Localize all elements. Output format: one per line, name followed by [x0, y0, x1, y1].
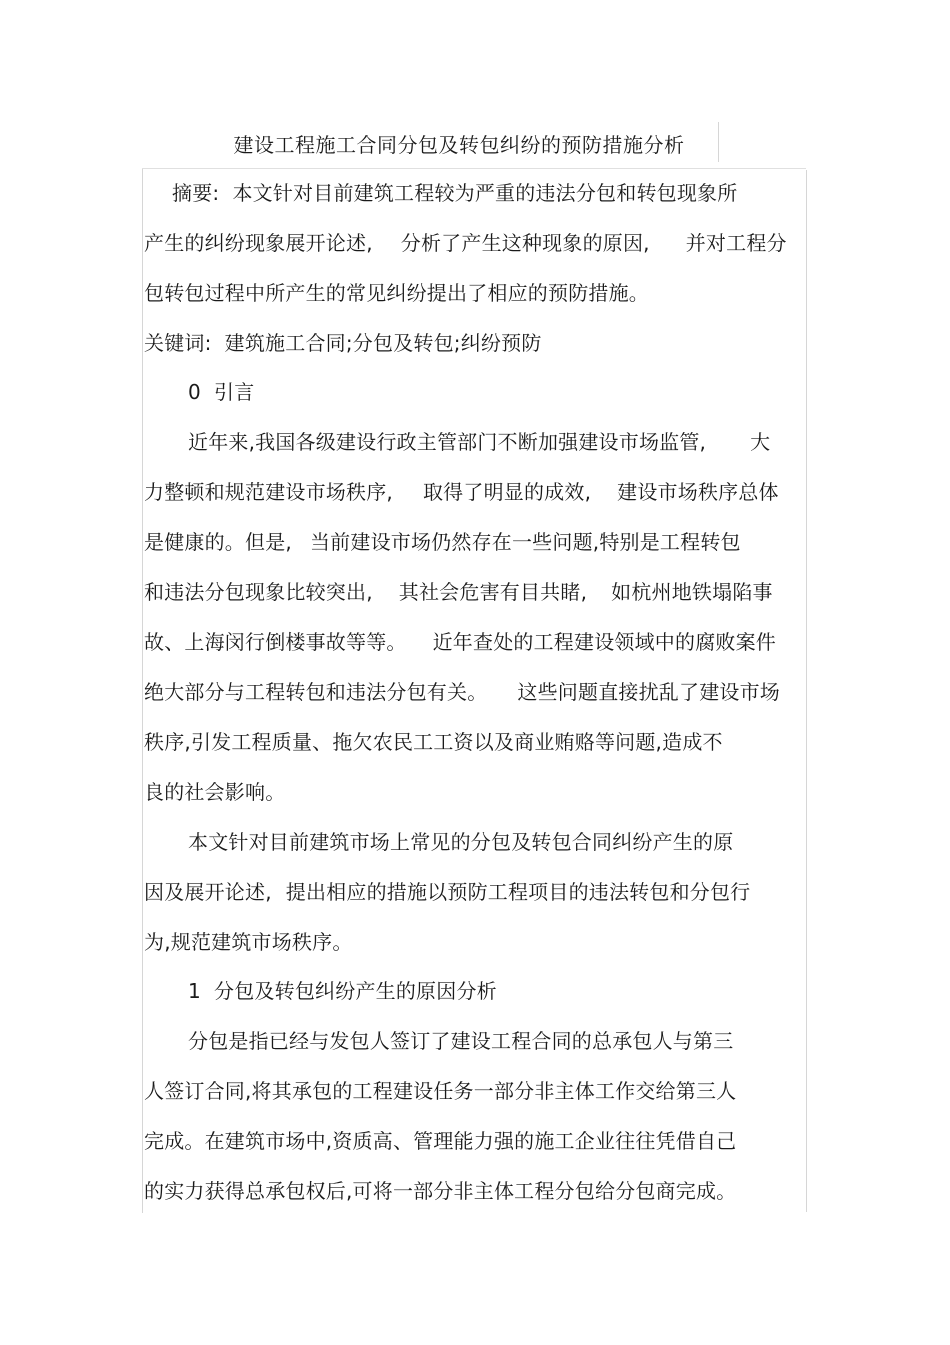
section-heading-intro	[188, 377, 254, 407]
paragraph-line	[144, 1076, 736, 1106]
section-heading-causes	[188, 976, 497, 1006]
text-segment: 是健康的。但是,	[144, 530, 292, 554]
text-segment: 如杭州地铁塌陷事	[611, 580, 773, 604]
paragraph-line	[144, 627, 776, 657]
text-segment: 因及展开论述,	[144, 880, 272, 904]
keywords-line	[144, 328, 542, 358]
text-segment: 建设市场秩序总体	[617, 480, 779, 504]
text-segment: 完成。在建筑市场中,资质高、管理能力强的施工企业往往凭借自己	[144, 1129, 737, 1153]
text-segment: 故、上海闵行倒楼事故等等。	[144, 630, 407, 654]
abstract-line-3	[144, 278, 649, 308]
text-segment: 0 引言	[188, 380, 255, 404]
text-segment: 近年来,我国各级建设行政主管部门不断加强建设市场监管,	[188, 430, 707, 454]
text-segment: 良的社会影响。	[144, 780, 286, 804]
scan-rule-left	[142, 168, 143, 1213]
text-segment: 秩序,引发工程质量、拖欠农民工工资以及商业贿赂等问题,造成不	[144, 730, 723, 754]
text-segment: 摘要: 本文针对目前建筑工程较为严重的违法分包和转包现象所	[172, 181, 738, 205]
text-segment: 并对工程分	[685, 231, 787, 255]
text-segment: 1 分包及转包纠纷产生的原因分析	[188, 979, 497, 1003]
text-segment: 当前建设市场仍然存在一些问题,特别是工程转包	[309, 530, 741, 554]
text-segment: 力整顿和规范建设市场秩序,	[144, 480, 393, 504]
paragraph-line	[188, 827, 733, 857]
text-segment: 分析了产生这种现象的原因,	[400, 231, 650, 255]
paragraph-line	[144, 727, 723, 757]
paragraph-line	[144, 1126, 736, 1156]
text-segment: 人签订合同,将其承包的工程建设任务一部分非主体工作交给第三人	[144, 1079, 737, 1103]
document-title: 建设工程施工合同分包及转包纠纷的预防措施分析	[233, 133, 685, 157]
paragraph-line	[144, 1176, 736, 1206]
text-segment: 本文针对目前建筑市场上常见的分包及转包合同纠纷产生的原	[188, 830, 734, 854]
scan-rule-right	[806, 170, 807, 1212]
paragraph-line	[144, 777, 285, 807]
abstract-line-1	[172, 178, 737, 208]
text-segment: 的实力获得总承包权后,可将一部分非主体工程分包给分包商完成。	[144, 1179, 737, 1203]
text-segment: 大	[750, 430, 771, 454]
text-segment: 分包是指已经与发包人签订了建设工程合同的总承包人与第三	[188, 1029, 734, 1053]
text-segment: 这些问题直接扰乱了建设市场	[517, 680, 781, 704]
text-segment: 关键词: 建筑施工合同;分包及转包;纠纷预防	[144, 331, 542, 355]
text-segment: 近年查处的工程建设领域中的腐败案件	[432, 630, 777, 654]
scan-rule-top	[142, 168, 806, 169]
paragraph-line	[144, 477, 779, 507]
text-segment: 和违法分包现象比较突出,	[144, 580, 373, 604]
text-segment: 取得了明显的成效,	[422, 480, 592, 504]
paragraph-line	[144, 927, 353, 957]
paragraph-line	[144, 877, 750, 907]
paragraph-line	[188, 427, 770, 457]
paragraph-line	[188, 1026, 733, 1056]
text-segment: 产生的纠纷现象展开论述,	[144, 231, 373, 255]
text-segment: 为,规范建筑市场秩序。	[144, 930, 353, 954]
paragraph-line	[144, 527, 741, 557]
text-segment: 绝大部分与工程转包和违法分包有关。	[144, 680, 488, 704]
text-segment: 其社会危害有目共睹,	[398, 580, 588, 604]
text-segment: 包转包过程中所产生的常见纠纷提出了相应的预防措施。	[144, 281, 649, 305]
text-segment: 提出相应的措施以预防工程项目的违法转包和分包行	[285, 880, 751, 904]
paragraph-line	[144, 577, 773, 607]
abstract-line-2	[144, 228, 787, 258]
paragraph-line	[144, 677, 780, 707]
